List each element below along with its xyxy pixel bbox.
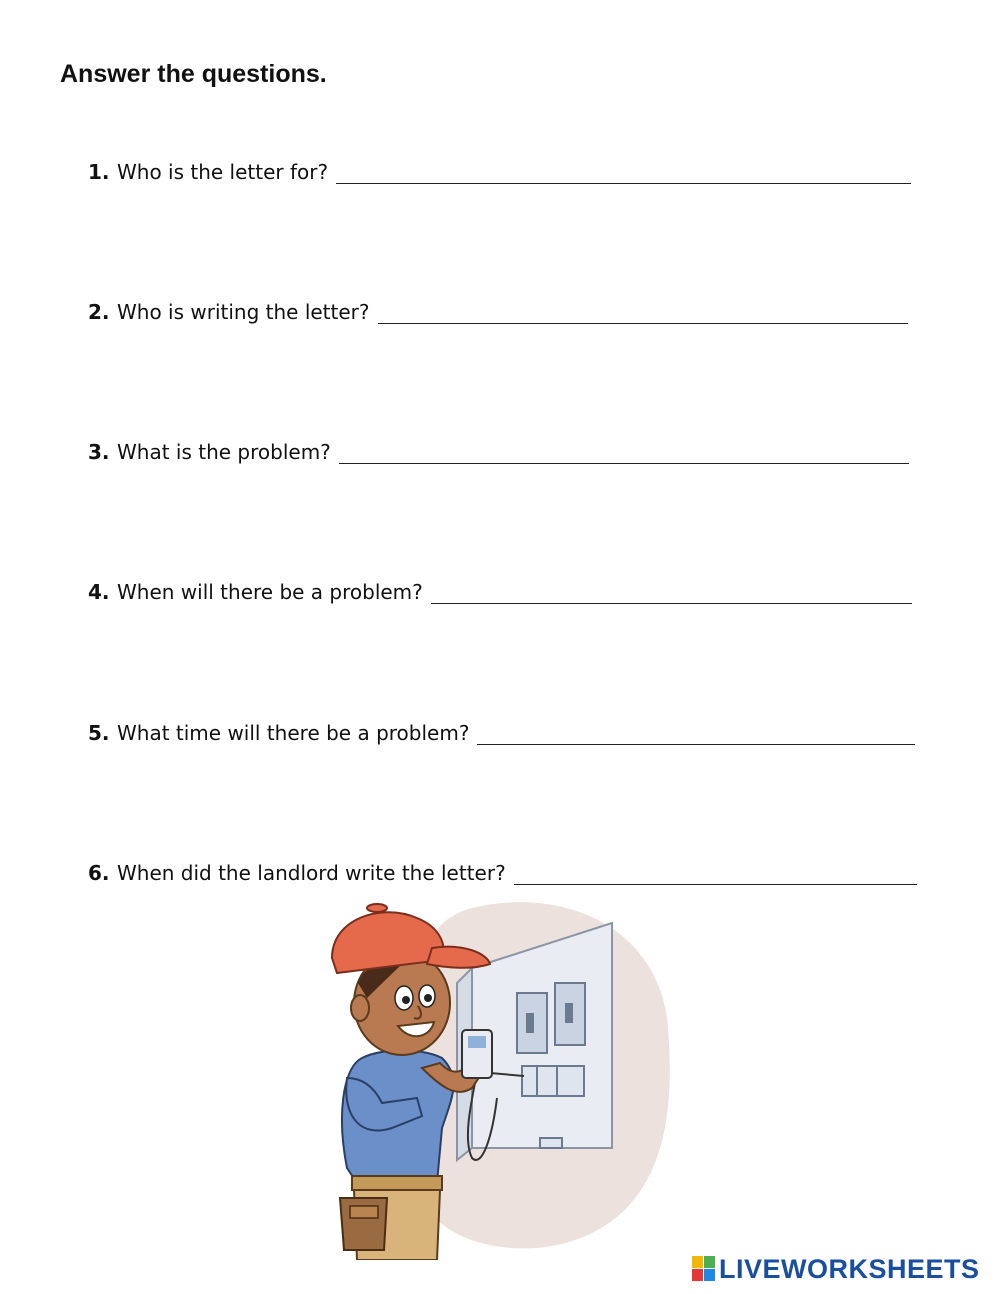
question-number: 3. (88, 440, 110, 464)
question-text: What time will there be a problem? (117, 721, 470, 745)
answer-field-1[interactable] (336, 161, 911, 184)
question-text: Who is writing the letter? (117, 300, 370, 324)
brand-name: LIVEWORKSHEETS (719, 1253, 980, 1284)
question-5 (88, 715, 915, 745)
question-number: 4. (88, 580, 110, 604)
liveworksheets-branding[interactable] (692, 1252, 980, 1286)
question-number: 2. (88, 300, 110, 324)
answer-field-3[interactable] (339, 441, 909, 464)
question-text: Who is the letter for? (117, 160, 329, 184)
question-3 (88, 434, 909, 464)
worksheet-title: Answer the questions. (60, 60, 327, 88)
liveworksheets-logo-icon (692, 1256, 716, 1282)
question-text: When did the landlord write the letter? (117, 861, 506, 885)
question-1 (88, 154, 911, 184)
answer-field-2[interactable] (378, 301, 908, 324)
question-number: 1. (88, 160, 110, 184)
question-text: What is the problem? (117, 440, 331, 464)
question-4 (88, 574, 912, 604)
answer-field-6[interactable] (514, 862, 917, 885)
question-text: When will there be a problem? (117, 580, 423, 604)
question-6 (88, 855, 917, 885)
answer-field-5[interactable] (477, 722, 915, 745)
electrician-icon (322, 898, 672, 1260)
question-2 (88, 294, 908, 324)
question-number: 5. (88, 721, 110, 745)
question-number: 6. (88, 861, 110, 885)
answer-field-4[interactable] (431, 581, 912, 604)
